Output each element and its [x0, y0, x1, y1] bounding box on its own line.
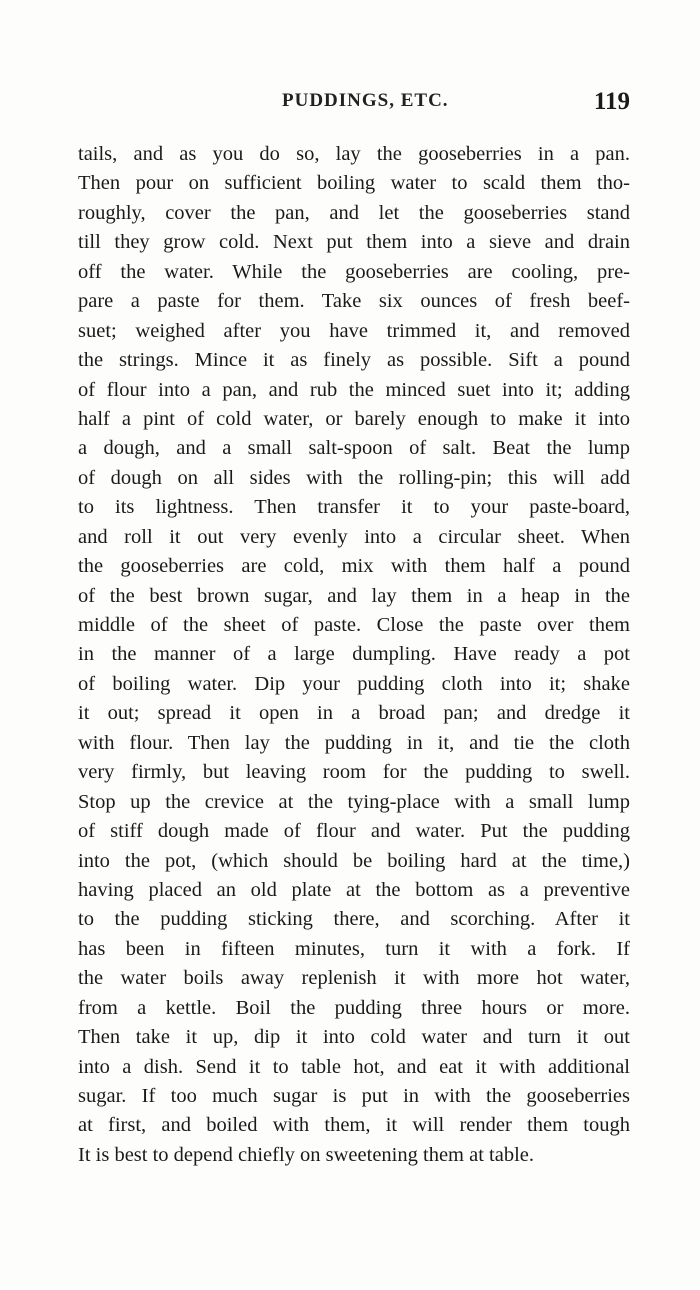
text-line: roughly, cover the pan, and let the gooseberries stand	[78, 201, 630, 224]
text-line: from a kettle. Boil the pudding three hours or more.	[78, 996, 630, 1019]
text-line: Then pour on sufficient boiling water to scald them tho-	[78, 172, 630, 195]
text-line: of flour into a pan, and rub the minced suet into it; adding	[78, 378, 630, 401]
text-line: till they grow cold. Next put them into a sieve and drain	[78, 231, 630, 254]
text-line: middle of the sheet of paste. Close the paste over them	[78, 614, 630, 636]
text-line: and roll it out very evenly into a circular sheet. When	[78, 525, 630, 548]
text-line: has been in fifteen minutes, turn it with a fork. If	[78, 937, 630, 960]
text-line: with flour. Then lay the pudding in it, and tie the cloth	[78, 731, 630, 754]
text-line: the strings. Mince it as finely as possible. Sift a pound	[78, 349, 630, 372]
text-line: It is best to depend chiefly on sweetening them at table.	[78, 1143, 534, 1166]
text-line: it out; spread it open in a broad pan; and dredge it	[78, 702, 630, 725]
text-line: off the water. While the gooseberries are cooling, pre-	[78, 260, 630, 283]
text-line: into a dish. Send it to table hot, and eat it with additional	[78, 1055, 630, 1078]
text-line: Then take it up, dip it into cold water and turn it out	[78, 1026, 630, 1049]
text-line: at first, and boiled with them, it will render them tough	[78, 1114, 630, 1137]
text-line: of the best brown sugar, and lay them in a heap in the	[78, 584, 630, 607]
text-line: a dough, and a small salt-spoon of salt. Beat the lump	[78, 437, 630, 460]
text-line: into the pot, (which should be boiling hard at the time,)	[78, 849, 630, 872]
text-line: the water boils away replenish it with more hot water,	[78, 967, 630, 990]
body-text	[78, 140, 630, 1170]
text-line: the gooseberries are cold, mix with them half a pound	[78, 555, 630, 578]
text-line: of stiff dough made of flour and water. Put the pudding	[78, 820, 630, 843]
text-line: to the pudding sticking there, and scorching. After it	[78, 908, 630, 931]
text-line: tails, and as you do so, lay the gooseberries in a pan.	[78, 143, 630, 165]
running-head	[78, 88, 630, 122]
text-line: of dough on all sides with the rolling-pin; this will add	[78, 466, 630, 489]
page-number: 119	[593, 88, 630, 115]
text-line: very firmly, but leaving room for the pudding to swell.	[78, 761, 630, 784]
text-line: Stop up the crevice at the tying-place with a small lump	[78, 790, 630, 813]
text-line: having placed an old plate at the bottom as a preventive	[78, 878, 630, 901]
text-line: pare a paste for them. Take six ounces of fresh beef-	[78, 290, 630, 313]
text-line: to its lightness. Then transfer it to your paste-board,	[78, 496, 630, 519]
text-line: of boiling water. Dip your pudding cloth into it; shake	[78, 672, 630, 695]
text-line: suet; weighed after you have trimmed it, and removed	[78, 319, 630, 342]
text-line: sugar. If too much sugar is put in with the gooseberries	[78, 1085, 630, 1107]
text-line: half a pint of cold water, or barely enough to make it into	[78, 407, 630, 430]
text-line: in the manner of a large dumpling. Have ready a pot	[78, 643, 630, 666]
running-head-title: PUDDINGS, ETC.	[282, 90, 449, 111]
